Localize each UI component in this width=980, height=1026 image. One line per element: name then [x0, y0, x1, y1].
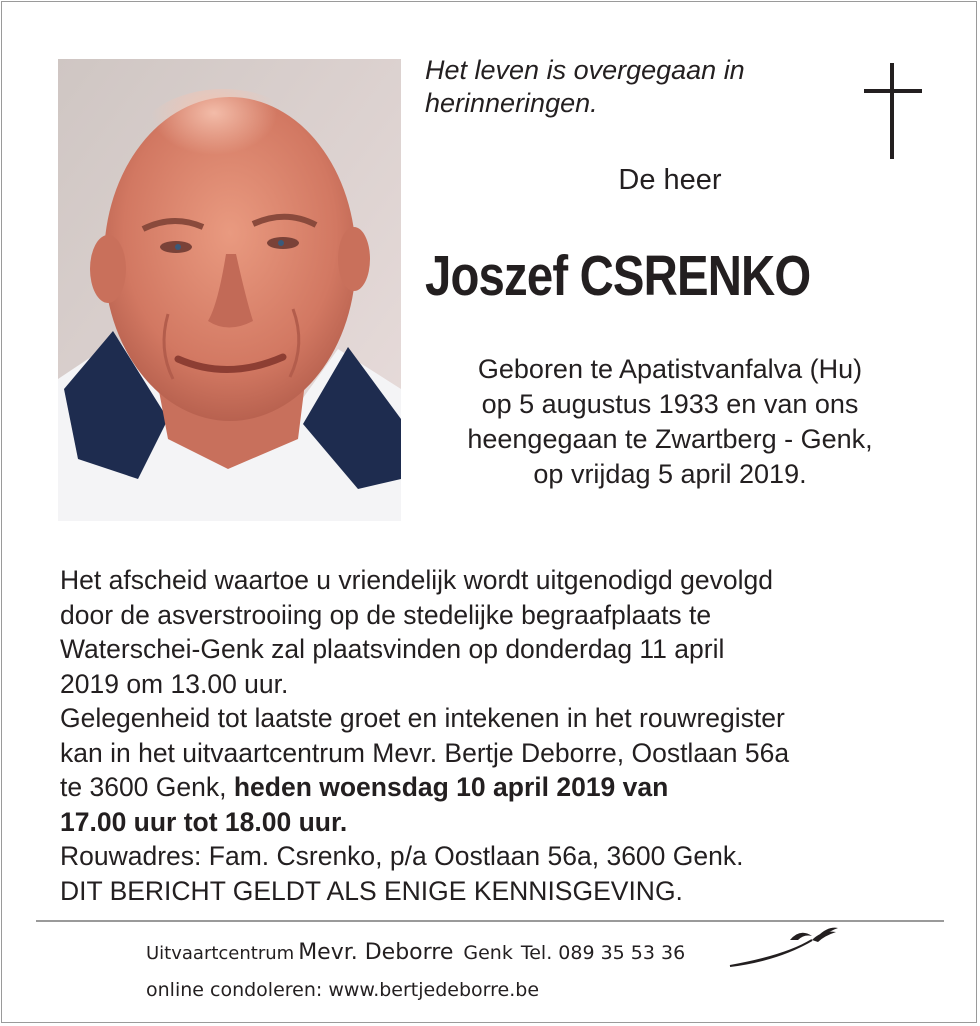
visitation-time-part-2: 17.00 uur tot 18.00 uur.: [60, 806, 348, 837]
birth-line-3: heengegaan te Zwartberg - Genk,: [467, 424, 873, 454]
motto: [425, 54, 825, 120]
announcement-line-2: door de asverstrooiing op de stedelijke begraafplaats te: [60, 599, 712, 630]
notice-statement: DIT BERICHT GELDT ALS ENIGE KENNISGEVING.: [60, 875, 683, 906]
funeral-home-phone: Tel. 089 35 53 36: [520, 942, 686, 964]
funeral-home-name: Mevr. Deborre: [298, 940, 454, 965]
divider: [36, 920, 944, 922]
announcement: [60, 563, 940, 908]
announcement-line-3: Waterschei-Genk zal plaatsvinden op donderdag 11 april: [60, 634, 725, 664]
deceased-name: Joszef CSRENKO: [425, 244, 811, 308]
visitation-time-part-1: heden woensdag 10 april 2019 van: [233, 772, 669, 802]
motto-line-1: Het leven is overgegaan in: [425, 55, 745, 85]
announcement-line-7: [60, 770, 940, 805]
birth-line-2: op 5 augustus 1933 en van ons: [481, 389, 859, 419]
funeral-home-city: Genk: [463, 942, 513, 964]
birth-details: [420, 352, 920, 492]
funeral-home-contact: [146, 938, 685, 969]
announcement-line-4: 2019 om 13.00 uur.: [60, 668, 289, 699]
birth-line-1: Geboren te Apatistvanfalva (Hu): [477, 354, 863, 384]
salutation: De heer: [618, 164, 722, 196]
cross-icon: [864, 63, 922, 159]
funeral-home-footer: [146, 938, 685, 1005]
birth-line-4: op vrijdag 5 april 2019.: [533, 459, 807, 489]
motto-line-2: herinneringen.: [425, 88, 598, 118]
announcement-line-1: Het afscheid waartoe u vriendelijk wordt uitgenodigd gevolgd: [60, 565, 773, 595]
birds-logo-icon: [728, 926, 840, 970]
mourning-address: Rouwadres: Fam. Csrenko, p/a Oostlaan 56a, 3600 Genk.: [60, 841, 744, 871]
announcement-line-6: kan in het uitvaartcentrum Mevr. Bertje Deborre, Oostlaan 56a: [60, 737, 790, 768]
announcement-line-8: [60, 805, 940, 840]
online-condolence-link[interactable]: online condoleren: www.bertjedeborre.be: [146, 979, 540, 1001]
announcement-line-5: Gelegenheid tot laatste groet en intekenen in het rouwregister: [60, 703, 785, 733]
announcement-line-7-prefix: te 3600 Genk,: [60, 772, 234, 802]
portrait-photo: [58, 59, 401, 521]
funeral-home-label: Uitvaartcentrum: [146, 943, 295, 964]
